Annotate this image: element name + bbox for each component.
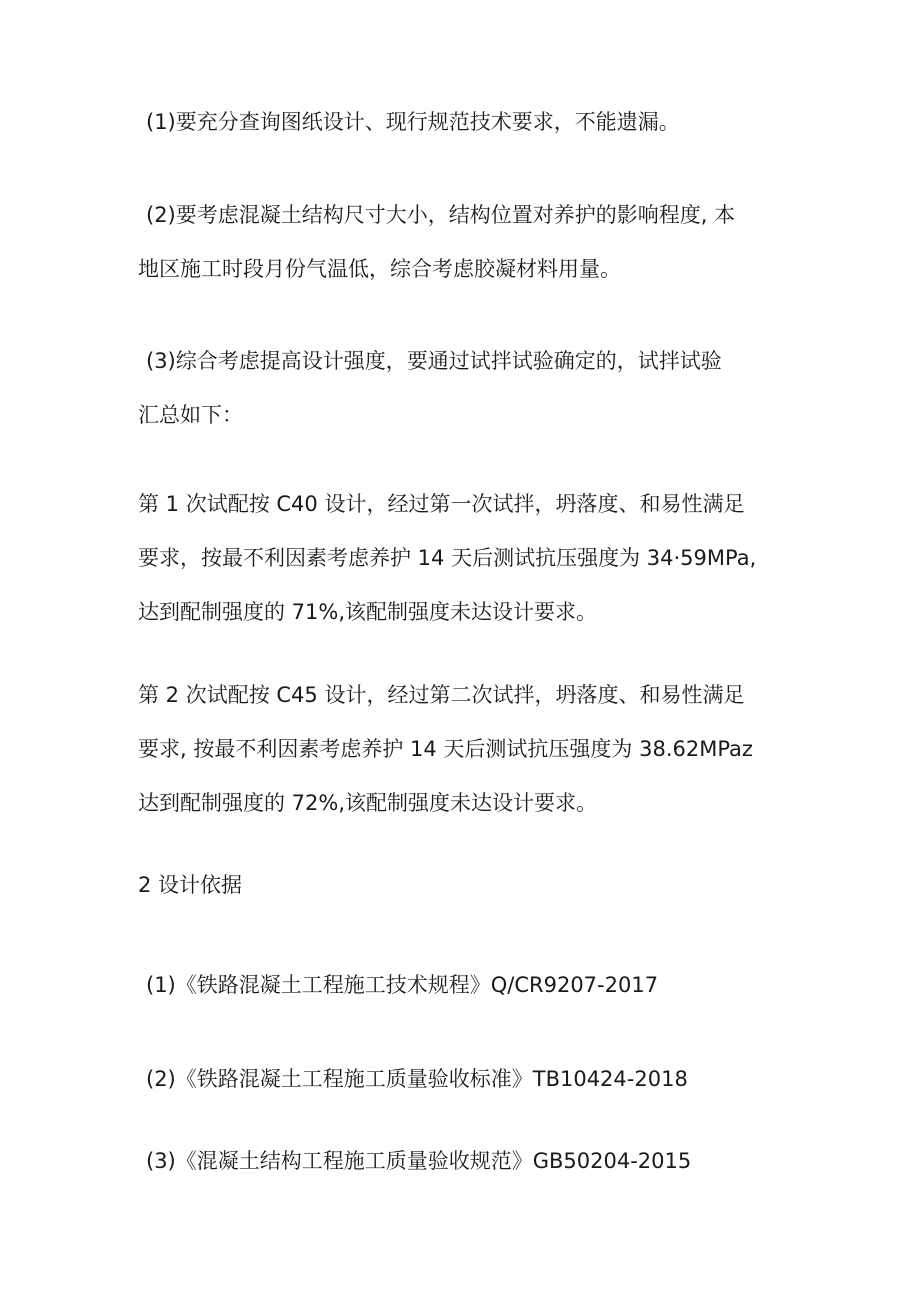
paragraph-line: 达到配制强度的 72%,该配制强度未达设计要求。 [138,791,598,815]
trial-mix-2-paragraph [138,668,788,830]
paragraph-line: (2)《铁路混凝土工程施工质量验收标准》TB10424-2018 [146,1067,688,1091]
section-heading-design-basis [138,858,788,912]
paragraph-line: 要求，按最不利因素考虑养护 14 天后测试抗压强度为 34·59MPa, [138,546,757,570]
standard-item-2 [146,1052,796,1106]
paragraph-line: (1)《铁路混凝土工程施工技术规程》Q/CR9207-2017 [146,973,659,997]
paragraph-line: 达到配制强度的 71%,该配制强度未达设计要求。 [138,600,598,624]
standard-item-3 [146,1134,796,1188]
paragraph-line: 第 1 次试配按 C40 设计，经过第一次试拌，坍落度、和易性满足 [138,492,745,516]
paragraph-line: (3)《混凝土结构工程施工质量验收规范》GB50204-2015 [146,1149,692,1173]
paragraph-line: 要求, 按最不利因素考虑养护 14 天后测试抗压强度为 38.62MPaz [138,737,753,761]
paragraph-line: 第 2 次试配按 C45 设计，经过第二次试拌，坍落度、和易性满足 [138,683,745,707]
paragraph-line: 2 设计依据 [138,873,243,897]
paragraph-line: (2)要考虑混凝土结构尺寸大小，结构位置对养护的影响程度, 本 [146,203,736,227]
requirement-item-1 [146,95,796,149]
standard-item-1 [146,958,796,1012]
paragraph-line: (1)要充分查询图纸设计、现行规范技术要求，不能遗漏。 [146,110,680,134]
trial-mix-1-paragraph [138,477,788,639]
requirement-item-2 [138,188,796,296]
requirement-item-3 [138,334,796,442]
paragraph-line: (3)综合考虑提高设计强度，要通过试拌试验确定的，试拌试验 [146,349,722,373]
paragraph-line: 汇总如下： [138,403,243,427]
paragraph-line: 地区施工时段月份气温低，综合考虑胶凝材料用量。 [138,257,621,281]
